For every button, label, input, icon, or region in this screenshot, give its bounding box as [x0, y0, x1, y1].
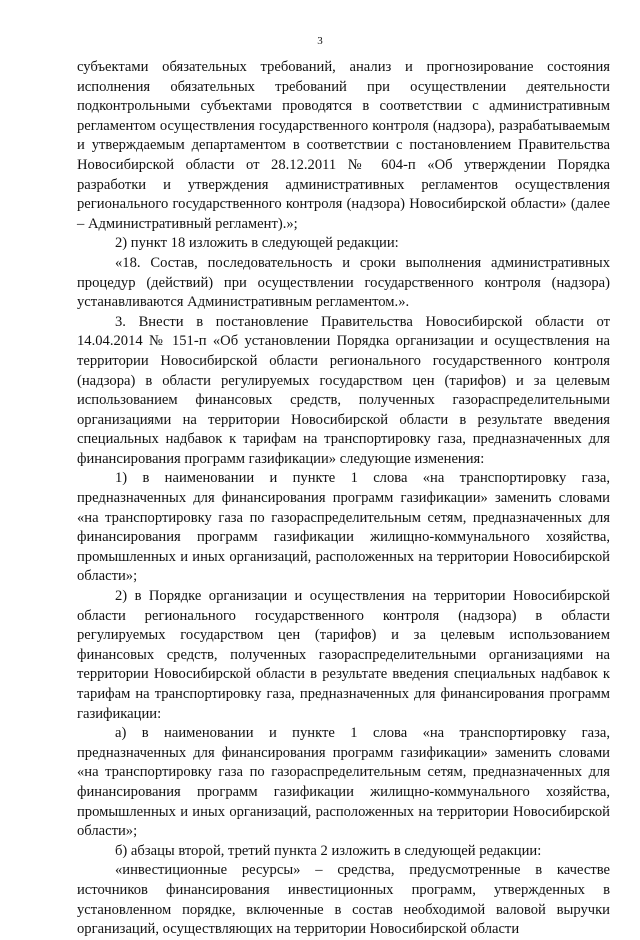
paragraph-subitem-2: 2) в Порядке организации и осуществления на территории Новосибирской области регионального государственного контроля (надзора) в области регулируемых государством цен (тарифов) и за целевым использованием финансовых средств, полученных газораспределительными организациями на территории Новосибирской области в результате введения специальных надбавок к тарифам на транспортировку газа, предназначенных для финансирования программ газификации:: [77, 588, 610, 722]
paragraph-subitem-1: 1) в наименовании и пункте 1 слова «на транспортировку газа, предназначенных для финансирования программ газификации» заменить словами «на транспортировку газа по газораспределительным сетям, предназначенных для финансирования программ газификации жилищно-коммунального хозяйства, промышленных и иных организаций, расположенных на территории Новосибирской области»;: [77, 470, 610, 585]
paragraph-continuation: субъектами обязательных требований, анализ и прогнозирование состояния исполнения обязательных требований при осуществлении деятельности подконтрольными субъектами проводятся в соответствии с административным регламентом осуществления государственного контроля (надзора), разрабатываемым и утверждаемым департаментом в соответствии с постановлением Правительства Новосибирской области от 28.12.2011 № 604-п «Об утверждении Порядка разработки и утверждения административных регламентов осуществления регионального государственного контроля (надзора) Новосибирской области» (далее – Административный регламент).»;: [77, 59, 610, 232]
paragraph-item-2-heading: 2) пункт 18 изложить в следующей редакции:: [115, 235, 399, 252]
document-body: [77, 58, 610, 940]
paragraph-section-3: 3. Внести в постановление Правительства Новосибирской области от 14.04.2014 № 151-п «Об установлении Порядка организации и осуществления на территории Новосибирской области регионального государственного контроля (надзора) в области регулируемых государством цен (тарифов) и за целевым использованием финансовых средств, полученных газораспределительными организациями на территории Новосибирской области в результате введения специальных надбавок к тарифам на транспортировку газа, предназначенных для финансирования программ газификации» следующие изменения:: [77, 313, 610, 467]
paragraph-subitem-a: а) в наименовании и пункте 1 слова «на транспортировку газа, предназначенных для финансирования программ газификации» заменить словами «на транспортировку газа по газораспределительным сетям, предназначенных для финансирования программ газификации жилищно-коммунального хозяйства, промышленных и иных организаций, расположенных на территории Новосибирской области»;: [77, 725, 610, 840]
page-number: 3: [317, 35, 323, 47]
paragraph-point-18: «18. Состав, последовательность и сроки выполнения административных процедур (действий) при осуществлении государственного контроля (надзора) устанавливаются Административным регламентом.».: [77, 254, 610, 311]
paragraph-definition: «инвестиционные ресурсы» – средства, предусмотренные в качестве источников финансирования инвестиционных программ, утвержденных в установленном порядке, включенные в состав необходимой валовой выручки организаций, осуществляющих на территории Новосибирской области: [77, 862, 610, 938]
paragraph-subitem-b: б) абзацы второй, третий пункта 2 изложить в следующей редакции:: [115, 842, 542, 859]
